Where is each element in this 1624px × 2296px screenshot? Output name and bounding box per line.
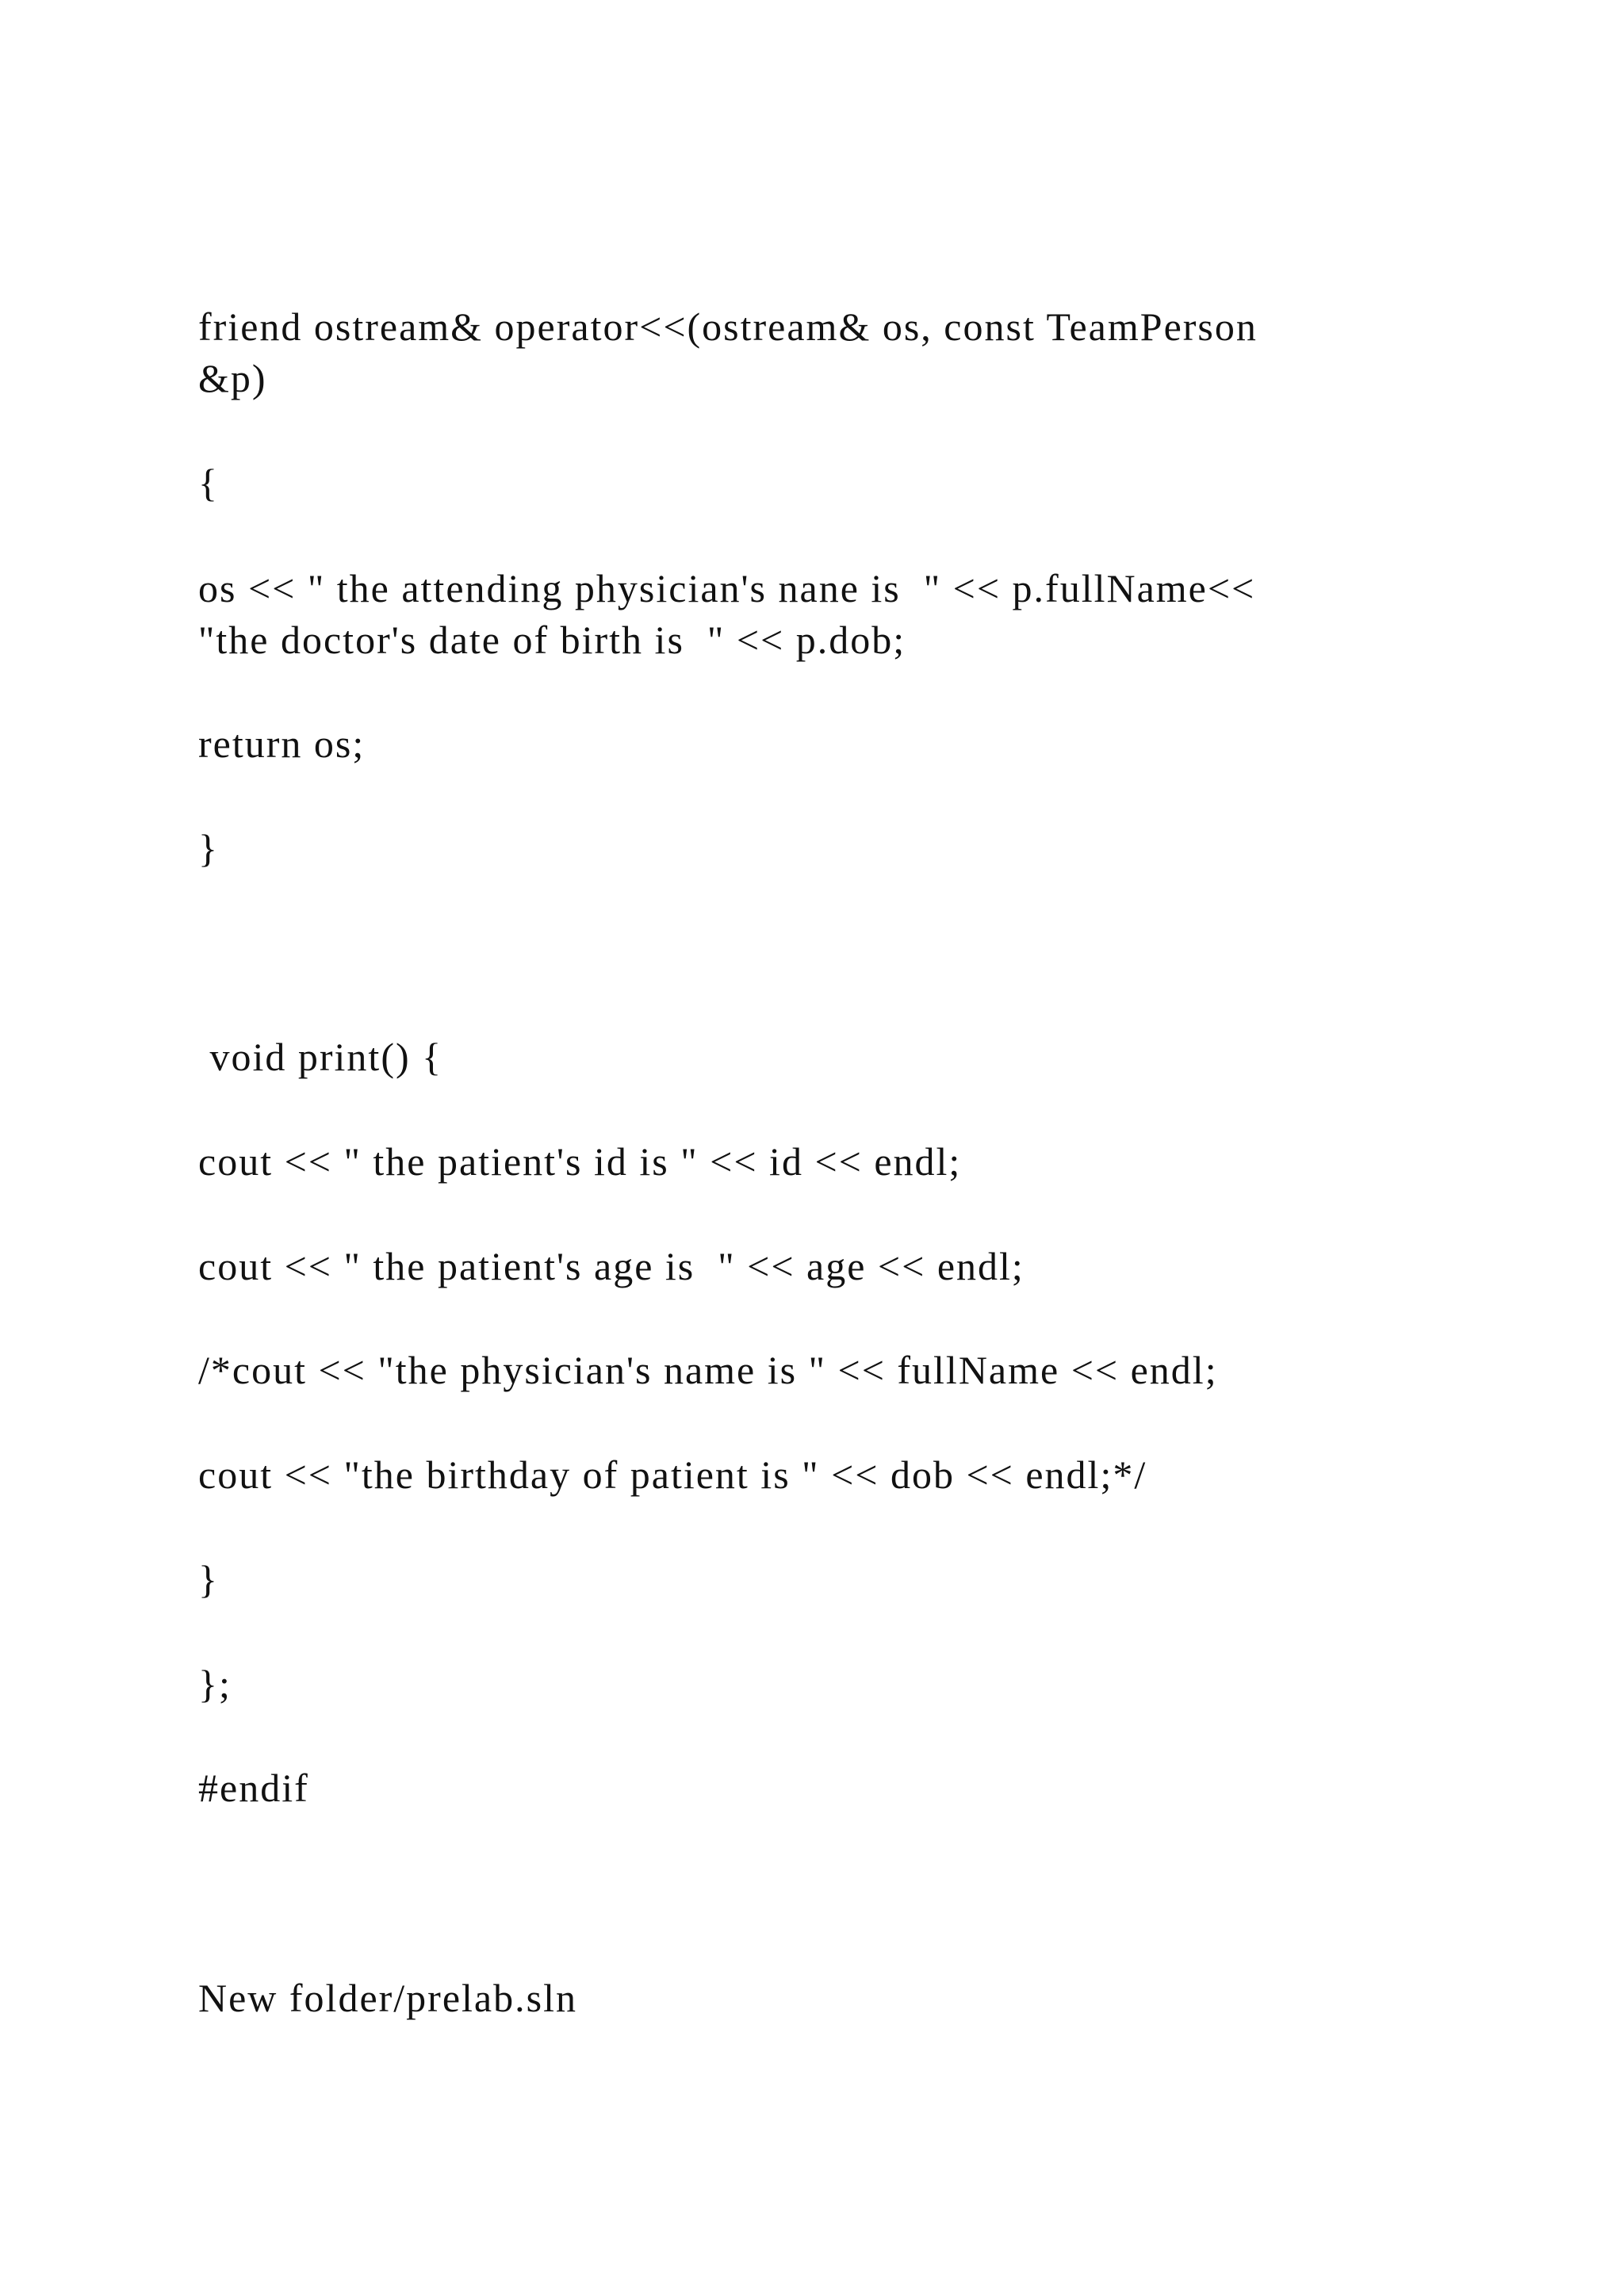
code-line-os-output-cont: "the doctor's date of birth is " << p.dob; [198, 618, 906, 662]
code-line-friend-operator: friend ostream& operator<<(ostream& os, const TeamPerson [198, 304, 1258, 349]
code-line-void-print: void print() { [198, 1035, 443, 1079]
code-line-endif: #endif [198, 1766, 309, 1810]
code-line-os-output: os << " the attending physician's nane is " << p.fullName<< [198, 566, 1256, 610]
code-line-close-brace: } [198, 826, 219, 871]
code-line-comment-name: /*cout << "the physician's name is " << fullName << endl; [198, 1348, 1218, 1392]
code-line-cout-age: cout << " the patient's age is " << age << endl; [198, 1244, 1025, 1288]
code-line-close-brace-2: } [198, 1557, 219, 1601]
code-line-class-end: }; [198, 1662, 232, 1706]
code-line-param: &p) [198, 356, 267, 400]
code-line-comment-birthday: cout << "the birthday of patient is " << dob << endl;*/ [198, 1452, 1147, 1497]
code-line-return: return os; [198, 721, 366, 766]
file-path-heading: New folder/prelab.sln [198, 1976, 577, 2020]
code-line-open-brace: { [198, 461, 219, 505]
code-line-cout-id: cout << " the patient's id is " << id << endl; [198, 1139, 962, 1184]
